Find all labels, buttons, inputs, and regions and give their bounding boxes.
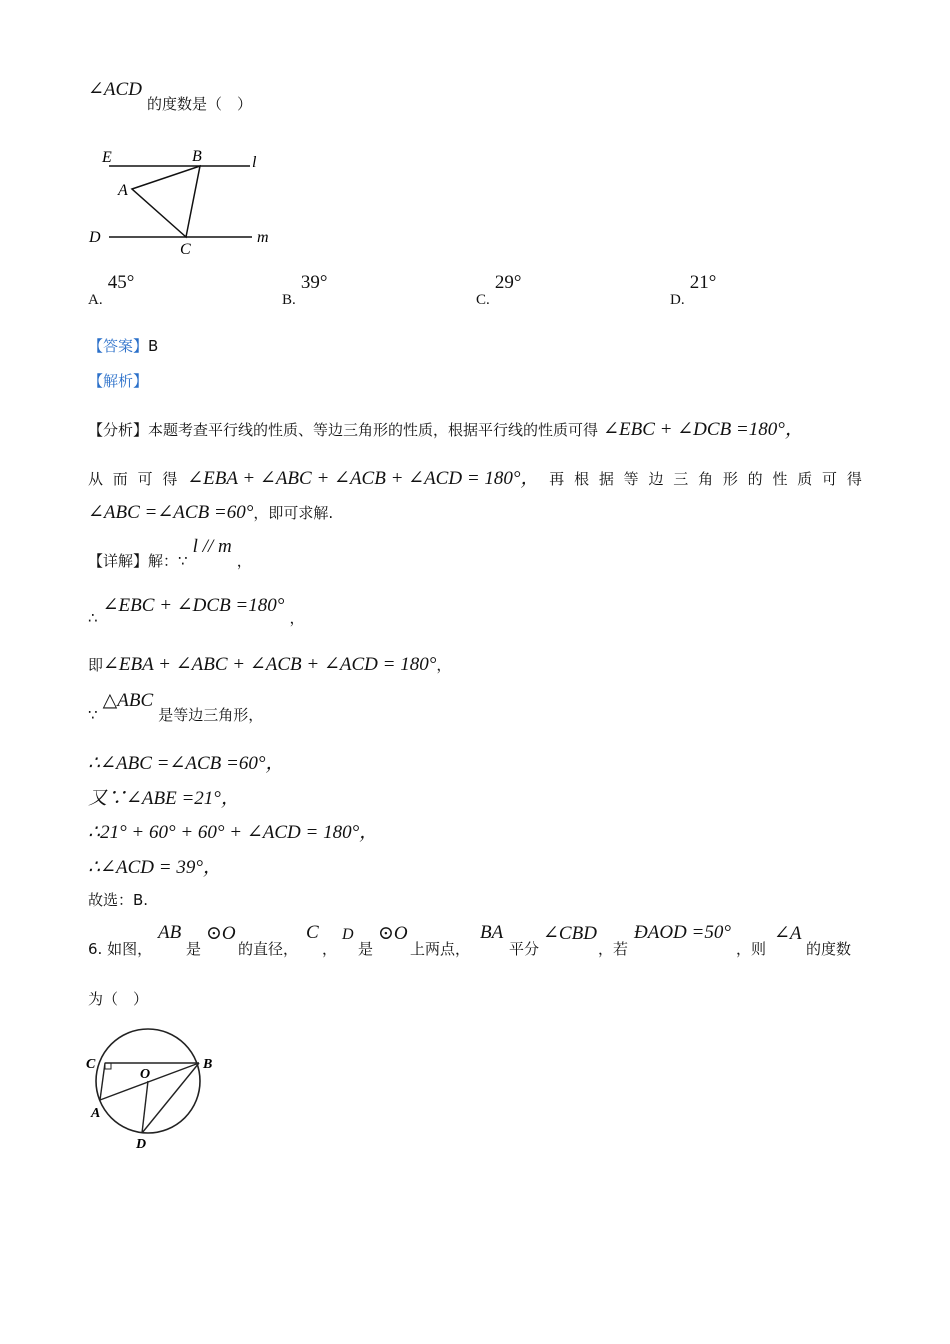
analysis-eq3: ∠ABC =∠ACB =60° xyxy=(88,502,254,523)
fig6-label-a: A xyxy=(91,1106,101,1121)
option-c-value: 29° xyxy=(494,272,522,293)
fig-label-e: E xyxy=(102,149,112,166)
analysis-eq1: ∠EBC + ∠DCB =180°， xyxy=(603,419,804,440)
fig6-label-d: D xyxy=(136,1137,147,1152)
q6-number: 6. 如图， xyxy=(88,940,153,958)
detail-label: 【详解】解：∵ xyxy=(88,552,188,570)
option-a[interactable]: A. 45° xyxy=(88,272,135,308)
chord-ca xyxy=(100,1063,105,1100)
q5-figure xyxy=(85,142,285,262)
answer-value: B xyxy=(148,337,159,355)
radius-od xyxy=(142,1081,148,1133)
answer-line xyxy=(88,335,158,356)
analysis-eq2: ∠EBA + ∠ABC + ∠ACB + ∠ACD = 180°， xyxy=(187,468,540,489)
analysis-line-1: 【分析】本题考查平行线的性质、等边三角形的性质，根据平行线的性质可得 ∠EBC + ∠DCB =180°， xyxy=(88,419,804,440)
q5-stem-text: 的度数是（ ） xyxy=(147,95,253,113)
fig-label-l: l xyxy=(252,154,257,171)
option-d-value: 21° xyxy=(689,272,717,293)
option-d[interactable]: D. 21° xyxy=(670,272,717,308)
step-4: ∴∠ABC =∠ACB =60°， xyxy=(88,753,285,774)
analysis-line-2: 从 而 可 得 ∠EBA + ∠ABC + ∠ACB + ∠ACD = 180°， 再 根 据 等 边 三 角 形 的 性 质 可 得 xyxy=(88,463,862,490)
detail-line: 【详解】解：∵ l // m ， xyxy=(88,536,252,570)
fig-label-a: A xyxy=(118,182,128,199)
right-angle-mark xyxy=(105,1063,111,1069)
answer-tag: 【答案】 xyxy=(88,337,149,355)
detail-parallel: l // m xyxy=(192,536,232,557)
step-1: ∴ ∠EBC + ∠DCB =180° ， xyxy=(88,595,305,627)
option-b[interactable]: B. 39° xyxy=(282,272,328,308)
analysis-line-3: ∠ABC =∠ACB =60°，即可求解. xyxy=(88,502,334,523)
fig6-label-c: C xyxy=(86,1057,96,1072)
fig-label-c: C xyxy=(180,241,191,258)
step-6: ∴21° + 60° + 60° + ∠ACD = 180°， xyxy=(88,822,379,843)
fig6-label-o: O xyxy=(140,1067,151,1082)
option-a-value: 45° xyxy=(107,272,135,293)
q5-stem xyxy=(88,78,253,113)
q6-figure xyxy=(85,1025,225,1155)
option-b-value: 39° xyxy=(300,272,328,293)
q5-stem-angle: ∠ACD xyxy=(88,79,142,100)
fig-label-d: D xyxy=(89,229,101,246)
triangle-abc xyxy=(132,166,200,237)
conclusion: 故选：B. xyxy=(88,891,149,909)
option-c[interactable]: C. 29° xyxy=(476,272,522,308)
fig6-label-b: B xyxy=(203,1057,213,1072)
step-5: 又∵∠ABE =21°， xyxy=(88,788,240,809)
explain-tag: 【解析】 xyxy=(88,372,149,390)
step-7: ∴∠ACD = 39°， xyxy=(88,857,222,878)
step-2: 即∠EBA + ∠ABC + ∠ACB + ∠ACD = 180°， xyxy=(88,654,452,675)
fig-label-b: B xyxy=(192,148,202,165)
step-3: ∵ △ABC 是等边三角形， xyxy=(88,690,264,724)
q6-line2: 为（ ） xyxy=(88,990,149,1008)
fig-label-m: m xyxy=(257,229,269,246)
